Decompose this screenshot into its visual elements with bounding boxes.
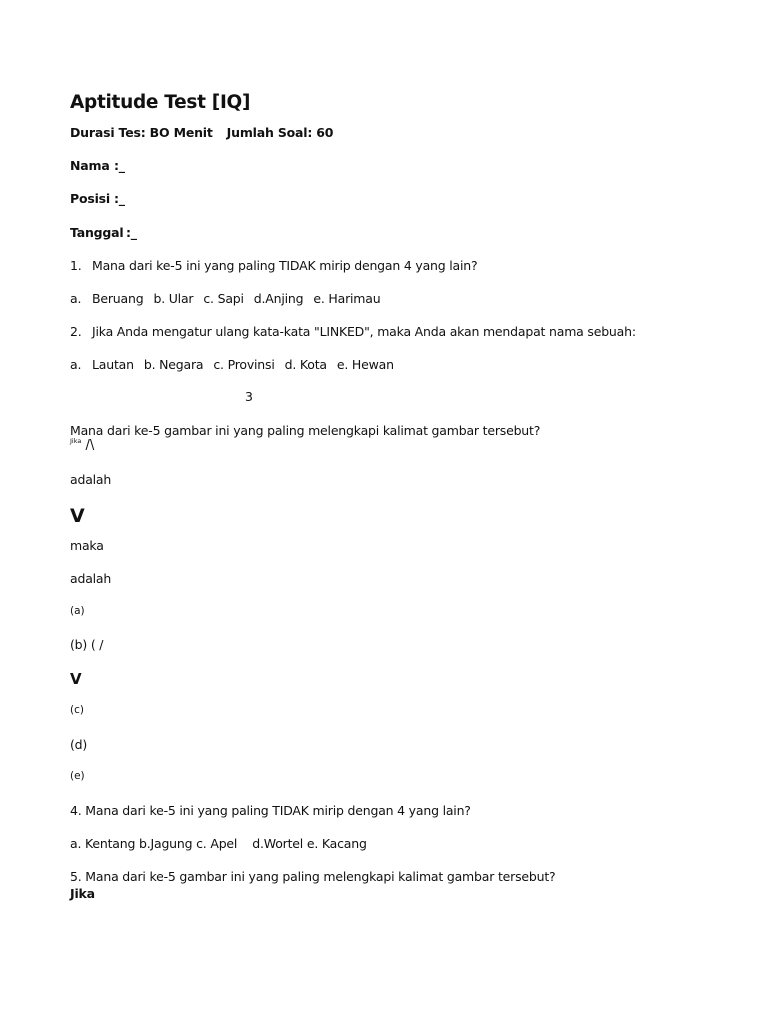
jika-small-label: Jika xyxy=(70,437,82,445)
question-count-label: Jumlah Soal: 60 xyxy=(226,125,334,140)
question-5-jika: Jika xyxy=(70,886,95,901)
question-3-text: Mana dari ke-5 gambar ini yang paling melengkapi kalimat gambar tersebut? xyxy=(70,423,541,438)
question-text: Mana dari ke-5 ini yang paling TIDAK mirip dengan 4 yang lain? xyxy=(92,258,478,273)
option-a: (a) xyxy=(70,605,85,617)
question-number: 1. xyxy=(70,258,82,273)
v-shape-1: V xyxy=(70,505,85,527)
option-item: Beruang xyxy=(92,291,144,306)
question-2-options xyxy=(70,357,404,372)
option-b: (b) ( / xyxy=(70,637,104,652)
field-nama xyxy=(70,158,125,173)
option-d: (d) xyxy=(70,737,88,752)
question-text: Jika Anda mengatur ulang kata-kata "LINKED", maka Anda akan mendapat nama sebuah: xyxy=(92,324,636,339)
triangle-shape: /\ xyxy=(85,438,95,453)
duration-label: Durasi Tes: BO Menit xyxy=(70,125,213,140)
option-item: b. Negara xyxy=(143,357,204,372)
field-value: :_ xyxy=(114,158,125,173)
question-1-options xyxy=(70,291,390,306)
field-tanggal xyxy=(70,225,137,240)
option-item: d.Anjing xyxy=(253,291,304,306)
maka-label: maka xyxy=(70,538,104,553)
question-4: 4. Mana dari ke-5 ini yang paling TIDAK mirip dengan 4 yang lain? xyxy=(70,803,471,818)
option-item: Lautan xyxy=(92,357,134,372)
question-5: 5. Mana dari ke-5 gambar ini yang paling melengkapi kalimat gambar tersebut? xyxy=(70,869,556,884)
field-label: Posisi xyxy=(70,191,110,206)
field-label: Nama xyxy=(70,158,110,173)
adalah-label-1: adalah xyxy=(70,472,112,487)
field-value: :_ xyxy=(126,225,137,240)
option-item: e. Hewan xyxy=(336,357,394,372)
adalah-label-2: adalah xyxy=(70,571,112,586)
test-meta xyxy=(70,125,333,140)
question-4-options: a. Kentang b.Jagung c. Apel d.Wortel e. Kacang xyxy=(70,836,367,851)
question-3-number: 3 xyxy=(245,389,253,404)
question-number: 2. xyxy=(70,324,82,339)
option-marker: a. xyxy=(70,291,82,306)
document-title: Aptitude Test [IQ] xyxy=(70,92,251,113)
option-marker: a. xyxy=(70,357,82,372)
field-value: :_ xyxy=(114,191,125,206)
option-item: d. Kota xyxy=(284,357,327,372)
question-1 xyxy=(70,258,477,273)
field-posisi xyxy=(70,191,125,206)
field-label: Tanggal xyxy=(70,225,124,240)
option-item: c. Provinsi xyxy=(213,357,275,372)
option-e: (e) xyxy=(70,770,85,782)
option-item: b. Ular xyxy=(153,291,194,306)
v-shape-2: V xyxy=(70,670,82,688)
option-item: e. Harimau xyxy=(313,291,381,306)
option-item: c. Sapi xyxy=(203,291,244,306)
option-c: (c) xyxy=(70,704,84,716)
question-2 xyxy=(70,324,636,339)
question-3-jika-line xyxy=(70,438,94,454)
